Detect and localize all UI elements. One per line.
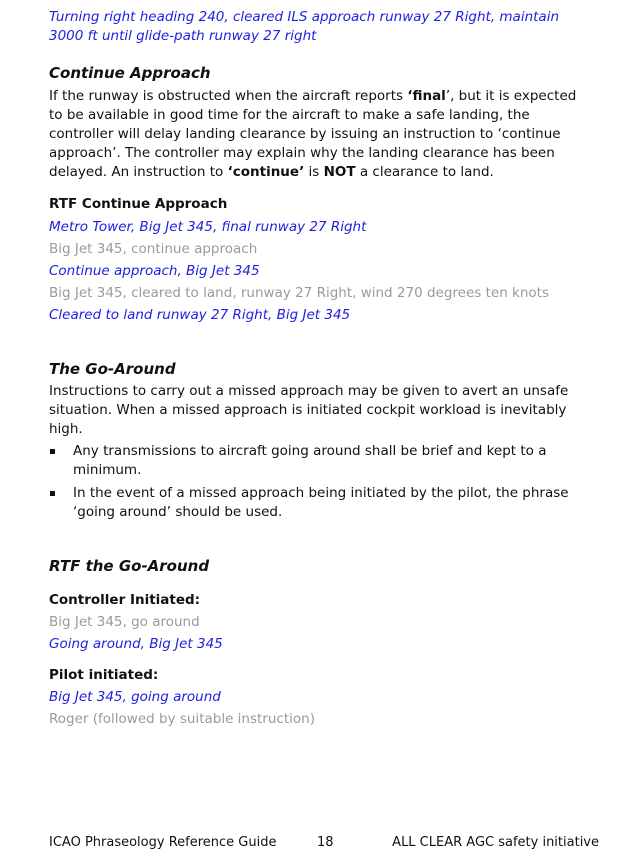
controller-transmission: Big Jet 345, go around [49, 614, 200, 630]
controller-transmission: Roger (followed by suitable instruction) [49, 711, 315, 727]
bullet-item [49, 484, 594, 522]
controller-transmission: Big Jet 345, continue approach [49, 241, 258, 257]
continue-approach-paragraph [49, 87, 594, 182]
footer-initiative: ALL CLEAR AGC safety initiative [392, 835, 599, 850]
pilot-transmission: Metro Tower, Big Jet 345, final runway 27 Right [49, 219, 367, 235]
rtf-continue-heading: RTF Continue Approach [49, 196, 228, 212]
paragraph-text-c: is [304, 164, 324, 180]
pilot-transmission: Going around, Big Jet 345 [49, 636, 223, 652]
paragraph-text-a: If the runway is obstructed when the aircraft reports [49, 88, 408, 104]
controller-transmission: Big Jet 345, cleared to land, runway 27 Right, wind 270 degrees ten knots [49, 285, 550, 301]
go-around-bullets [49, 442, 594, 522]
intro-line-1: Turning right heading 240, cleared ILS approach runway 27 Right, maintain [49, 9, 560, 25]
paragraph-text-d: a clearance to land. [355, 164, 494, 180]
pilot-transmission: Cleared to land runway 27 Right, Big Jet 345 [49, 307, 351, 323]
pilot-transmission: Big Jet 345, going around [49, 689, 221, 705]
rtf-continue-exchange [49, 216, 594, 326]
go-around-paragraph: Instructions to carry out a missed approach may be given to avert an unsafe situation. When a missed approach is initiated cockpit workload is inevitably high. [49, 383, 569, 437]
continue-emphasis: ‘continue’ [227, 164, 305, 180]
bullet-text: In the event of a missed approach being initiated by the pilot, the phrase ‘going around’ should be used. [73, 485, 569, 520]
rtf-go-around-heading: RTF the Go-Around [49, 557, 210, 575]
continue-approach-heading: Continue Approach [49, 64, 211, 82]
page-number: 18 [317, 835, 334, 850]
not-emphasis: NOT [323, 164, 356, 180]
intro-pilot-transmission [49, 8, 594, 46]
page-footer [49, 834, 599, 854]
pilot-initiated-exchange [49, 686, 594, 730]
bullet-marker [50, 449, 55, 454]
final-emphasis: ‘final [407, 88, 446, 104]
bullet-text: Any transmissions to aircraft going around shall be brief and kept to a minimum. [73, 443, 547, 478]
bullet-marker [50, 491, 55, 496]
controller-initiated-heading: Controller Initiated: [49, 592, 201, 608]
pilot-initiated-heading: Pilot initiated: [49, 667, 159, 683]
pilot-transmission: Continue approach, Big Jet 345 [49, 263, 260, 279]
go-around-heading: The Go-Around [49, 360, 176, 378]
bullet-item [49, 442, 594, 480]
paragraph-text-b: ’, but it is expected to be available in good time for the aircraft to make a safe landing, the controller will delay landing clearance by issuing an instruction to ‘continue approach’. The controller may explain why the landing clearance has been delayed. An instruction to [49, 88, 577, 180]
footer-guide-title: ICAO Phraseology Reference Guide [49, 835, 277, 850]
document-page [49, 8, 594, 730]
intro-line-2: 3000 ft until glide-path runway 27 right [49, 28, 317, 44]
controller-initiated-exchange [49, 611, 594, 655]
